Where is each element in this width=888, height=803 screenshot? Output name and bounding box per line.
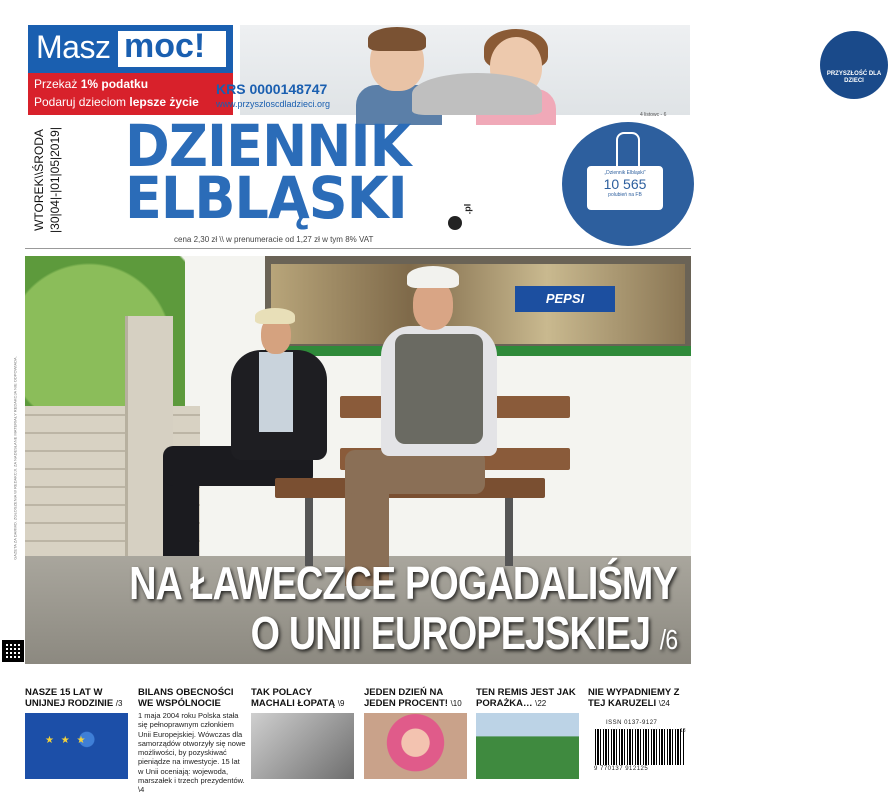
ad-red-panel <box>28 73 233 115</box>
cover-headline-line-1[interactable]: NA ŁAWECZCE POGADALIŚMY <box>129 557 677 609</box>
archive-photo <box>251 713 354 779</box>
masthead-divider <box>25 248 691 249</box>
thumbs-up-icon <box>616 132 640 168</box>
teaser-title-text: TEN REMIS JEST JAK PORAŻKA… <box>476 687 576 709</box>
ad-line-2-pre: Podaruj dzieciom <box>34 95 127 109</box>
issn-number: ISSN 0137-9127 <box>606 720 658 726</box>
teaser-title <box>476 687 581 709</box>
teaser-title-text: NIE WYPADNIEMY Z TEJ KARUZELI <box>588 687 680 709</box>
masthead-title-line-2: ELBLĄSKI <box>125 164 407 232</box>
ad-line-2-bold: lepsze życie <box>129 95 199 109</box>
cover-photo <box>25 256 691 664</box>
side-legal-text-content: GAZETA ZA DARMO. ZGŁOSZENIA W REDAKCJI. ZA NADESŁANE MATERIAŁY REDAKCJA NIE ODPOWIADA. <box>12 356 18 560</box>
qr-code-icon[interactable] <box>2 640 24 662</box>
teaser-lopata[interactable] <box>251 687 356 709</box>
barcode-number: 9 770137 912125 <box>594 766 649 772</box>
barcode-issue-number: 18 <box>680 728 686 734</box>
eu-flag-image <box>25 713 128 779</box>
issue-days: WTOREK\\ŚRODA <box>32 129 46 231</box>
teaser-15-lat[interactable] <box>25 687 130 709</box>
man-right-trousers <box>345 450 485 494</box>
teaser-body-text: 1 maja 2004 roku Polska stała się pełnoprawnym członkiem Unii Europejskiej. Wówczas dla samorządów otworzyły się nowe możliwości, by pozyskiwać pieniądze na inwestycje. 15 lat w Unii oceniają: wojewoda, marszałek i trzech prezydentów. <box>138 711 246 786</box>
ad-masz-text: Masz <box>36 29 111 65</box>
ad-child-boy-hair <box>368 27 426 51</box>
teaser-title-text: TAK POLACY MACHALI ŁOPATĄ <box>251 687 336 709</box>
issue-date-numbers: |30|04|-|01|05|2019| <box>48 127 62 233</box>
ad-foundation-badge: PRZYSZŁOŚĆ DLA DZIECI <box>820 31 888 99</box>
price-info: cena 2,30 zł \\ w prenumeracie od 1,27 zł w tym 8% VAT <box>174 235 374 244</box>
pepsi-sign: PEPSI <box>515 286 615 312</box>
teaser-title-text: JEDEN DZIEŃ NA JEDEN PROCENT! <box>364 687 448 709</box>
teaser-title <box>251 687 356 709</box>
man-left-shirt <box>259 352 293 432</box>
man-right-vest <box>395 334 483 444</box>
teaser-remis[interactable] <box>476 687 581 709</box>
teaser-title <box>588 687 693 709</box>
teaser-title <box>364 687 469 709</box>
heart-icon <box>412 73 542 115</box>
ad-url[interactable]: www.przyszloscdladzieci.org <box>216 99 331 109</box>
teaser-page: \24 <box>658 699 670 708</box>
teaser-title: BILANS OBECNOŚCI WE WSPÓLNOCIE <box>138 687 234 709</box>
cover-headline-line-2[interactable] <box>250 606 677 660</box>
teaser-bilans[interactable] <box>138 687 246 795</box>
fb-subtitle: polubień na FB <box>608 192 642 198</box>
masthead-domain: .pl <box>462 203 473 215</box>
child-photo <box>364 713 467 779</box>
fb-quote: „Dziennik Elbląski” <box>604 170 646 176</box>
teaser-page: \22 <box>535 699 547 708</box>
teaser-page: \9 <box>337 699 345 708</box>
teaser-jeden-procent[interactable] <box>364 687 469 709</box>
teaser-page: \10 <box>450 699 462 708</box>
top-advertisement[interactable] <box>28 25 882 115</box>
ad-line-2 <box>34 95 199 109</box>
football-photo <box>476 713 579 779</box>
man-left-cap <box>255 308 295 324</box>
ad-moc-text: moc! <box>124 27 206 65</box>
facebook-likes-card <box>585 164 665 212</box>
fb-count: 10 565 <box>603 176 647 192</box>
teaser-body <box>138 711 246 795</box>
masthead-title-line-1: DZIENNIK <box>125 112 411 180</box>
fb-small-note: 4 listowc - 6 <box>640 112 667 118</box>
ad-blue-panel <box>28 25 233 73</box>
cover-headline-text: O UNII EUROPEJSKIEJ <box>250 607 650 659</box>
teaser-page: \4 <box>138 785 145 795</box>
masthead-dot-icon <box>448 216 462 230</box>
man-right-cap <box>407 266 459 288</box>
issue-date <box>25 124 69 236</box>
side-legal-text <box>8 258 22 658</box>
cover-headline-page: /6 <box>659 624 677 655</box>
ad-line-1-pre: Przekaż <box>34 77 78 91</box>
ad-line-1-bold: 1% podatku <box>80 77 149 91</box>
ad-line-1 <box>34 77 148 91</box>
ad-krs-number: KRS 0000148747 <box>216 81 328 97</box>
teaser-page: /3 <box>115 699 123 708</box>
teaser-title <box>25 687 130 709</box>
barcode-icon <box>594 728 686 766</box>
teaser-title-text: NASZE 15 LAT W UNIJNEJ RODZINIE <box>25 687 114 709</box>
teaser-karuzela[interactable] <box>588 687 693 709</box>
